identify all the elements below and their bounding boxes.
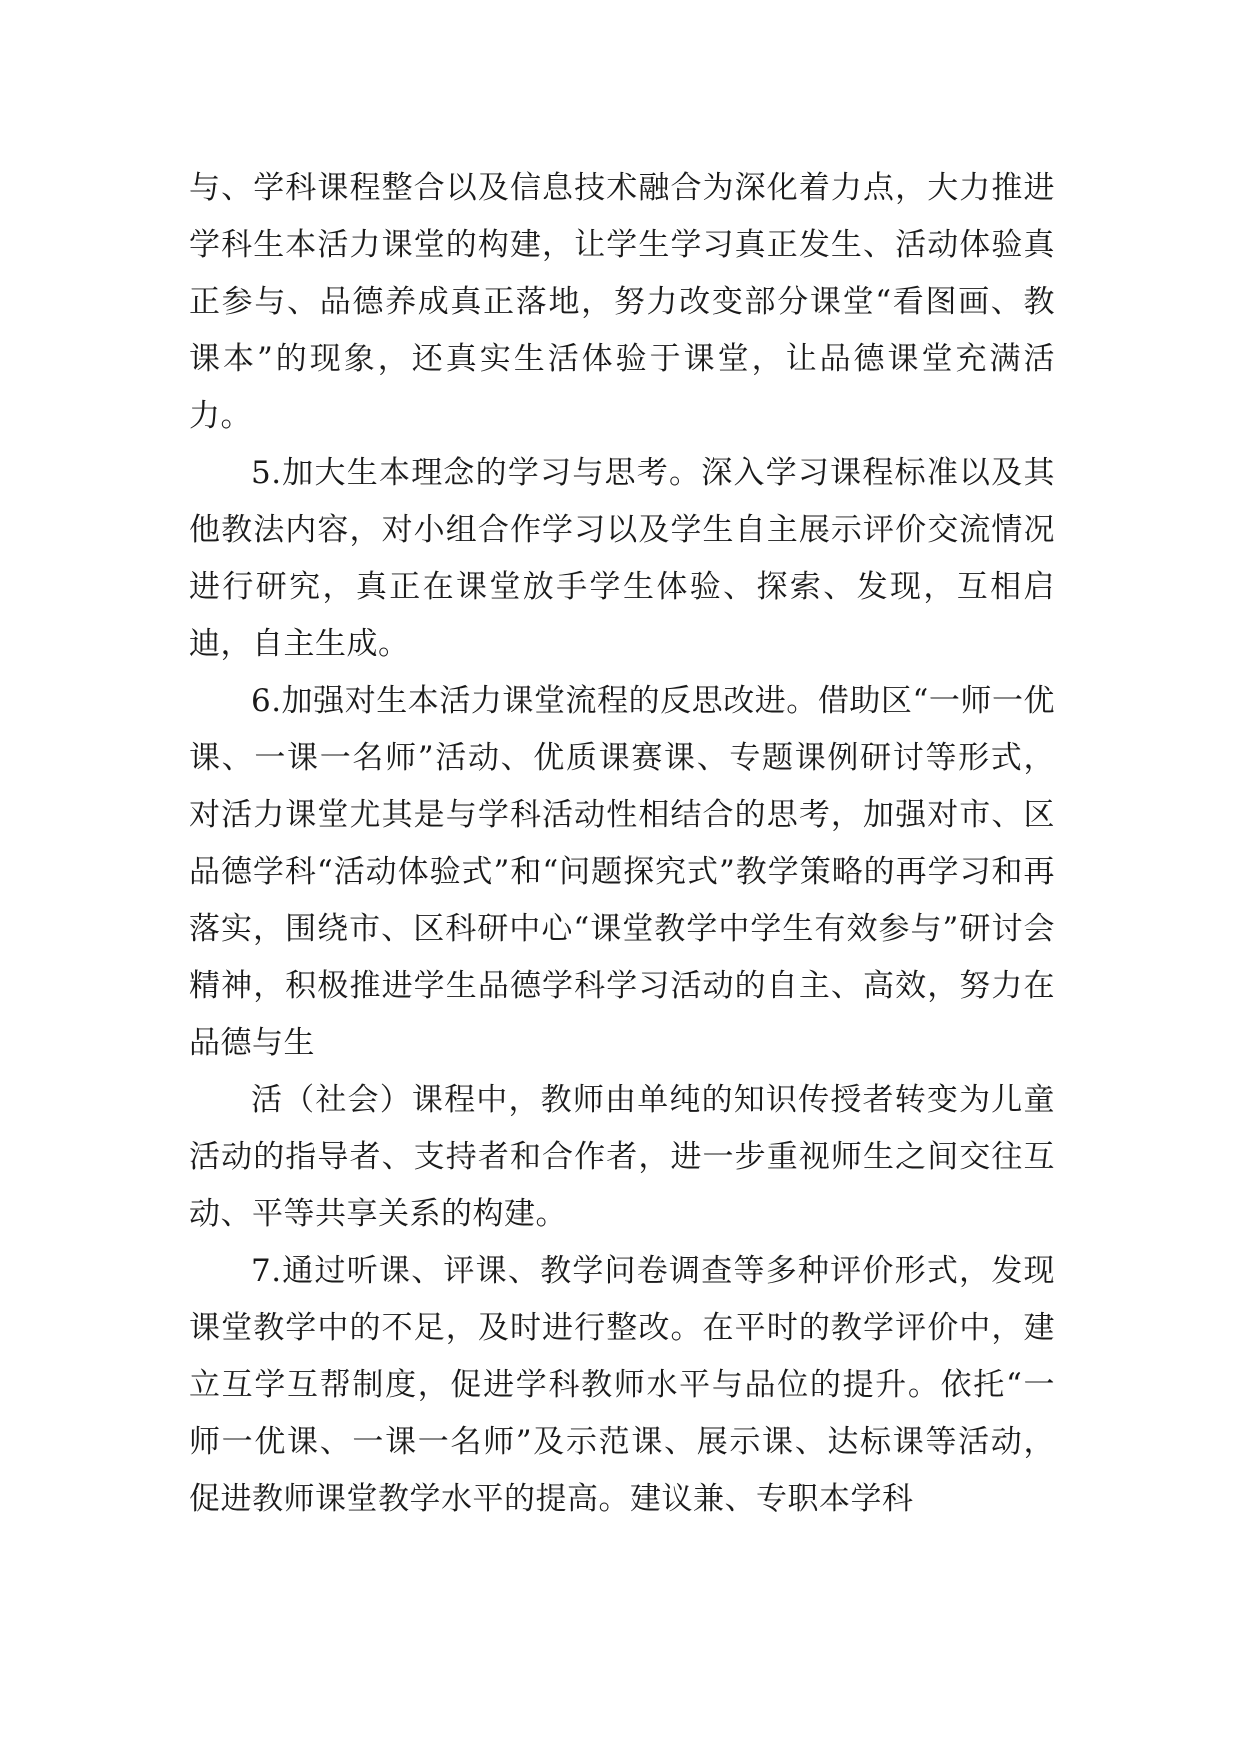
- paragraph-item-5: 5.加大生本理念的学习与思考。深入学习课程标准以及其他教法内容，对小组合作学习以及学生自主展示评价交流情况进行研究，真正在课堂放手学生体验、探索、发现，互相启迪，自主生成。: [189, 455, 1055, 662]
- paragraph-continuation: 与、学科课程整合以及信息技术融合为深化着力点，大力推进学科生本活力课堂的构建，让学生学习真正发生、活动体验真正参与、品德养成真正落地，努力改变部分课堂“看图画、教课本”的现象，还真实生活体验于课堂，让品德课堂充满活力。: [189, 170, 1055, 434]
- paragraph-item-7: 7.通过听课、评课、教学问卷调查等多种评价形式，发现课堂教学中的不足，及时进行整改。在平时的教学评价中，建立互学互帮制度，促进学科教师水平与品位的提升。依托“一师一优课、一课一名师”及示范课、展示课、达标课等活动，促进教师课堂教学水平的提高。建议兼、专职本学科: [189, 1253, 1055, 1517]
- document-body: [189, 160, 1055, 1528]
- paragraph-item-6: 6.加强对生本活力课堂流程的反思改进。借助区“一师一优课、一课一名师”活动、优质课赛课、专题课例研讨等形式，对活力课堂尤其是与学科活动性相结合的思考，加强对市、区品德学科“活动体验式”和“问题探究式”教学策略的再学习和再落实，围绕市、区科研中心“课堂教学中学生有效参与”研讨会精神，积极推进学生品德学科学习活动的自主、高效，努力在品德与生: [189, 683, 1055, 1061]
- paragraph-item-6-continued: 活（社会）课程中，教师由单纯的知识传授者转变为儿童活动的指导者、支持者和合作者，进一步重视师生之间交往互动、平等共享关系的构建。: [189, 1082, 1055, 1232]
